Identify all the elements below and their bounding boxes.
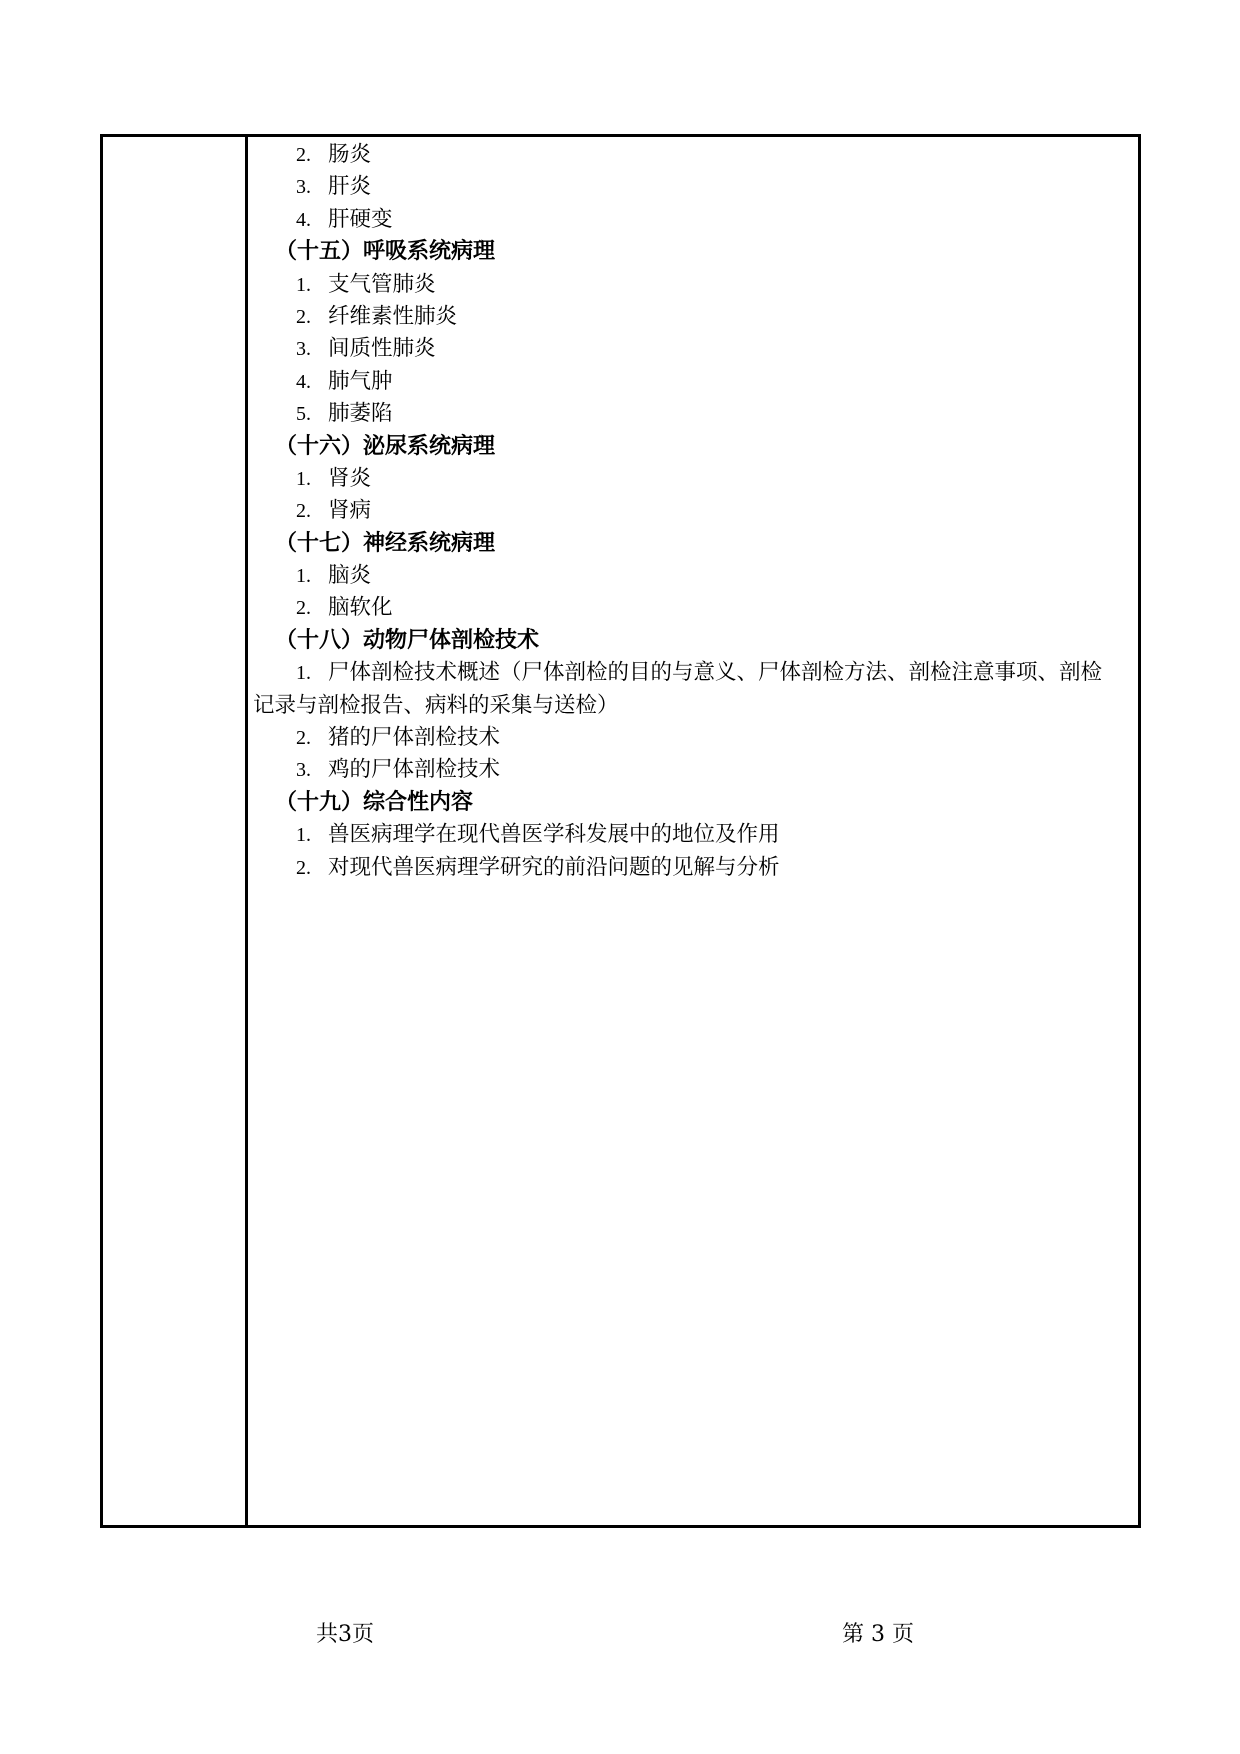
list-item <box>253 333 1134 365</box>
list-item-number: 3. <box>296 176 311 199</box>
line-text: 肝炎 <box>328 174 372 200</box>
line-text: 肺气肿 <box>328 368 393 394</box>
list-item-number: 1. <box>296 662 311 685</box>
line-text: 对现代兽医病理学研究的前沿问题的见解与分析 <box>328 854 780 880</box>
line-text: 脑软化 <box>328 595 393 621</box>
list-item <box>253 139 1134 171</box>
table-cell-label-empty <box>103 137 248 1525</box>
list-item <box>253 171 1134 203</box>
line-text: 肺萎陷 <box>328 401 393 427</box>
paragraph-continuation-line <box>253 690 1134 722</box>
list-item-number: 2. <box>296 144 311 166</box>
list-item-number: 2. <box>296 305 311 328</box>
line-text: 肾炎 <box>328 465 372 491</box>
list-item-number: 3. <box>296 759 311 782</box>
line-text: 兽医病理学在现代兽医学科发展中的地位及作用 <box>328 822 780 848</box>
section-heading-text: （十八）动物尸体剖检技术 <box>275 627 540 653</box>
list-item <box>253 495 1134 527</box>
list-item-number: 2. <box>296 727 311 750</box>
line-text: 纤维素性肺炎 <box>328 303 458 329</box>
list-item <box>253 366 1134 398</box>
line-text: 肝硬变 <box>328 206 393 232</box>
line-text: 脑炎 <box>328 563 372 589</box>
line-text: 间质性肺炎 <box>328 336 436 362</box>
line-text: 猪的尸体剖检技术 <box>328 725 501 751</box>
list-item-number: 4. <box>296 370 311 393</box>
section-heading-text: （十九）综合性内容 <box>275 789 474 815</box>
list-item <box>253 463 1134 495</box>
footer-page-number: 第 3 页 <box>842 1622 914 1647</box>
list-item-number: 4. <box>296 208 311 231</box>
list-item <box>253 592 1134 624</box>
list-item <box>253 560 1134 592</box>
section-heading <box>253 236 1134 268</box>
list-item-number: 1. <box>296 273 311 296</box>
footer-total-pages: 共3页 <box>316 1622 374 1647</box>
list-item-number: 2. <box>296 500 311 523</box>
list-item <box>253 269 1134 301</box>
section-heading-text: （十六）泌尿系统病理 <box>275 433 496 459</box>
section-heading <box>253 528 1134 560</box>
list-item-number: 2. <box>296 597 311 620</box>
list-item <box>253 754 1134 786</box>
line-text: 肠炎 <box>328 142 372 167</box>
section-heading-text: （十五）呼吸系统病理 <box>275 239 496 265</box>
line-text: 尸体剖检技术概述（尸体剖检的目的与意义、尸体剖检方法、剖检注意事项、剖检 <box>328 660 1103 686</box>
table-cell-content <box>248 137 1138 1525</box>
list-item <box>253 657 1134 689</box>
syllabus-table <box>100 134 1141 1528</box>
list-item-number: 5. <box>296 403 311 426</box>
list-item <box>253 204 1134 236</box>
list-item-number: 1. <box>296 824 311 847</box>
list-item-number: 2. <box>296 856 311 879</box>
list-item-number: 1. <box>296 565 311 588</box>
section-heading <box>253 431 1134 463</box>
list-item <box>253 301 1134 333</box>
list-item <box>253 398 1134 430</box>
section-heading <box>253 625 1134 657</box>
list-item <box>253 722 1134 754</box>
line-text: 肾病 <box>328 498 372 524</box>
content-lines <box>253 139 1134 884</box>
line-text: 鸡的尸体剖检技术 <box>328 757 501 783</box>
list-item-number: 3. <box>296 338 311 361</box>
list-item <box>253 852 1134 884</box>
list-item <box>253 819 1134 851</box>
section-heading <box>253 787 1134 819</box>
line-text: 支气管肺炎 <box>328 271 436 297</box>
line-text: 记录与剖检报告、病料的采集与送检） <box>253 692 619 718</box>
section-heading-text: （十七）神经系统病理 <box>275 530 496 556</box>
list-item-number: 1. <box>296 467 311 490</box>
